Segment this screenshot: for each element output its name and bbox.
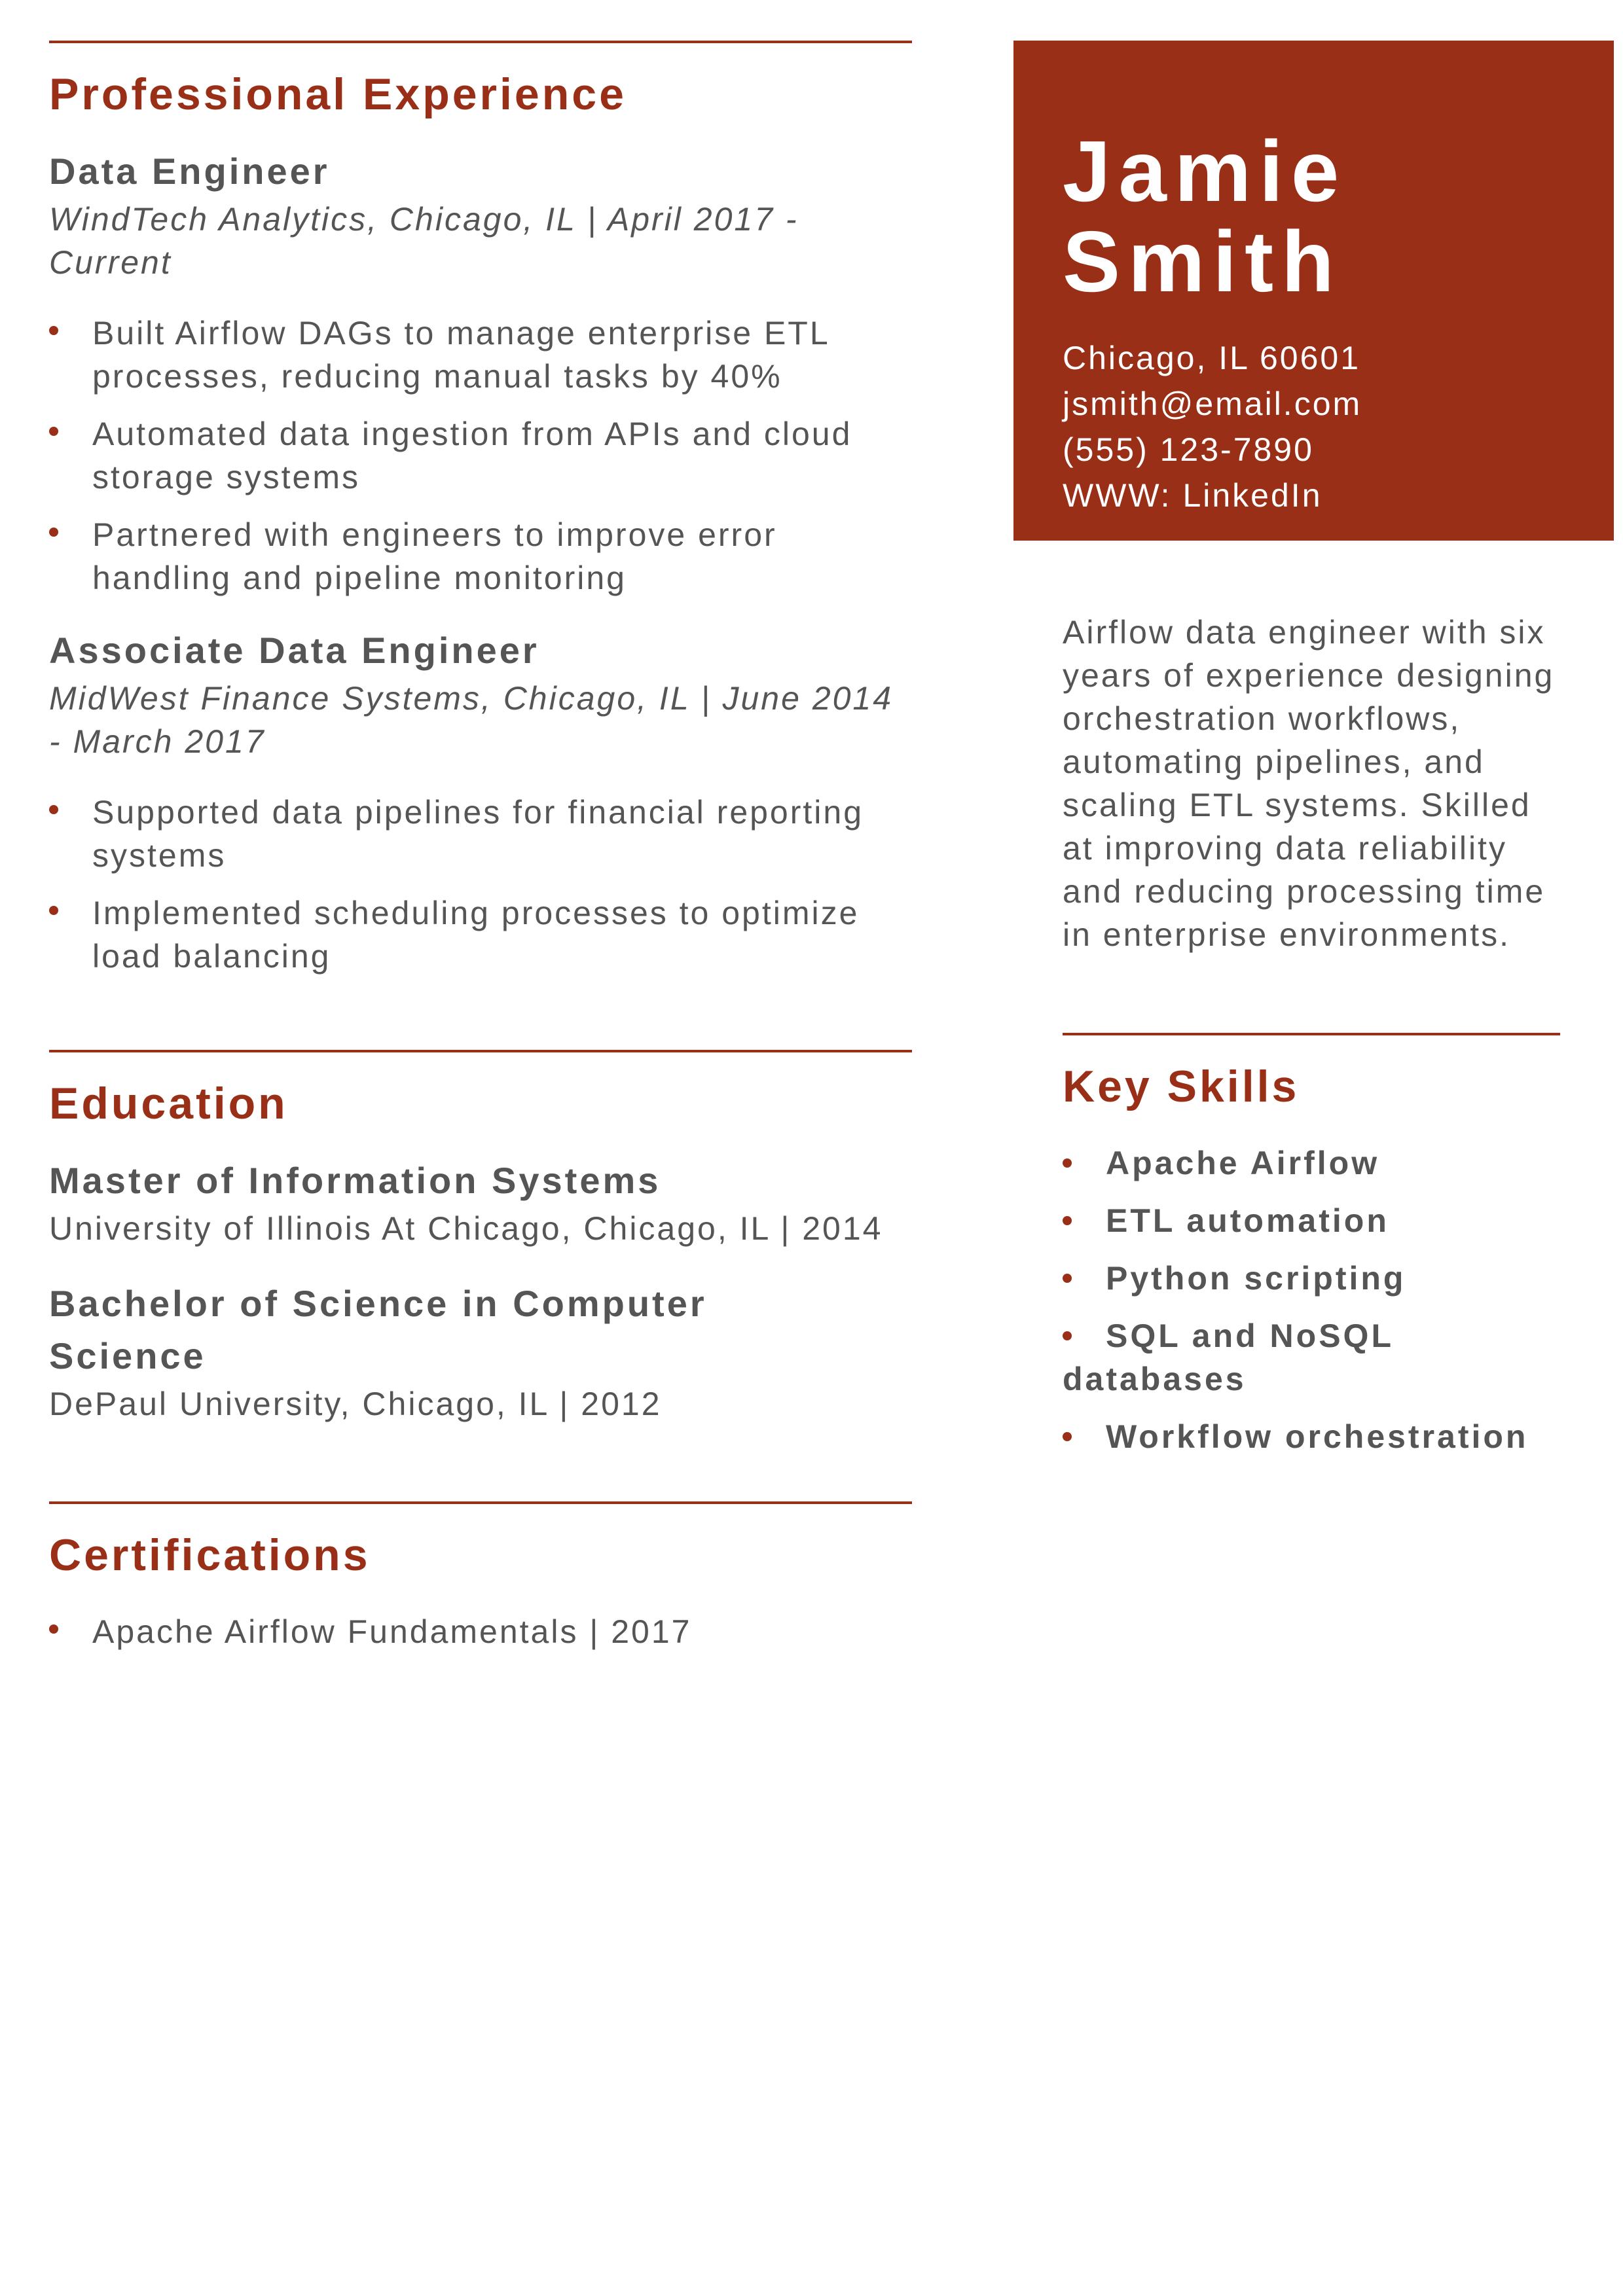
bullet-icon (1063, 1331, 1072, 1340)
bullet-text: handling and pipeline monitoring (92, 560, 627, 596)
section-divider (49, 1050, 912, 1052)
skill-text: Python scripting (1106, 1260, 1406, 1297)
bullet-text: Partnered with engineers to improve error (92, 516, 777, 553)
skill-text: ETL automation (1106, 1202, 1389, 1239)
bullet-icon (1063, 1158, 1072, 1168)
section-divider (49, 1501, 912, 1504)
list-item (1063, 1199, 1560, 1242)
bullet-icon (49, 427, 58, 436)
section-divider (49, 41, 912, 43)
certification-text: Apache Airflow Fundamentals | 2017 (92, 1613, 692, 1650)
bullet-text: Automated data ingestion from APIs and cloud (92, 416, 852, 452)
experience-section (49, 41, 912, 978)
bullet-text: storage systems (92, 459, 361, 495)
certification-list (49, 1610, 912, 1653)
job-entry (49, 145, 912, 600)
bullet-text: processes, reducing manual tasks by 40% (92, 358, 782, 395)
bullet-icon (1063, 1432, 1072, 1441)
email: jsmith@email.com (1063, 386, 1362, 422)
bullet-icon (49, 1624, 58, 1634)
address: Chicago, IL 60601 (1063, 340, 1361, 376)
skill-text: databases (1063, 1361, 1247, 1397)
list-item (49, 412, 912, 499)
skill-text: Apache Airflow (1106, 1145, 1380, 1181)
section-divider (1063, 1033, 1560, 1035)
degree-entry (49, 1278, 912, 1426)
list-item (1063, 1415, 1560, 1458)
list-item (1063, 1257, 1560, 1300)
list-item (49, 1610, 912, 1653)
degree-detail: University of Illinois At Chicago, Chicago, IL | 2014 (49, 1210, 883, 1247)
professional-summary (1063, 611, 1573, 956)
certifications-heading: Certifications (49, 1530, 371, 1580)
skills-heading: Key Skills (1063, 1062, 1300, 1111)
website-link: WWW: LinkedIn (1063, 477, 1322, 514)
last-name: Smith (1063, 213, 1342, 310)
summary-line: in enterprise environments. (1063, 916, 1511, 953)
phone: (555) 123-7890 (1063, 431, 1314, 468)
job-entry (49, 624, 912, 978)
job-title: Associate Data Engineer (49, 630, 539, 671)
summary-line: years of experience designing (1063, 657, 1555, 694)
certifications-section (49, 1501, 912, 1653)
skills-section (1063, 1033, 1560, 1458)
bullet-text: Implemented scheduling processes to optimize (92, 895, 860, 931)
summary-line: and reducing processing time (1063, 873, 1546, 910)
bullet-text: Built Airflow DAGs to manage enterprise ETL (92, 315, 830, 351)
bullet-text: Supported data pipelines for financial reporting (92, 794, 864, 831)
summary-line: orchestration workflows, (1063, 700, 1461, 737)
skill-text: SQL and NoSQL (1106, 1318, 1394, 1354)
summary-line: at improving data reliability (1063, 830, 1507, 867)
bullet-icon (49, 805, 58, 814)
summary-line: Airflow data engineer with six (1063, 614, 1546, 651)
bullet-icon (49, 326, 58, 335)
degree-title: Master of Information Systems (49, 1160, 661, 1201)
job-subtitle: - March 2017 (49, 723, 266, 760)
education-section (49, 1050, 912, 1426)
job-subtitle: Current (49, 244, 172, 281)
bullet-text: load balancing (92, 938, 331, 975)
skills-list (1063, 1141, 1560, 1458)
list-item (49, 312, 912, 398)
list-item (49, 513, 912, 600)
skill-text: Workflow orchestration (1106, 1418, 1529, 1455)
summary-line: automating pipelines, and (1063, 744, 1485, 780)
left-column (49, 41, 912, 1653)
bullet-icon (49, 528, 58, 537)
job-title: Data Engineer (49, 151, 330, 192)
degree-title: Bachelor of Science in Computer (49, 1283, 707, 1324)
list-item (49, 891, 912, 978)
education-heading: Education (49, 1079, 288, 1128)
job-subtitle: WindTech Analytics, Chicago, IL | April 2017 - (49, 201, 799, 238)
experience-heading: Professional Experience (49, 69, 627, 119)
list-item (1063, 1141, 1560, 1185)
first-name: Jamie (1063, 123, 1347, 219)
list-item (1063, 1314, 1560, 1401)
job-bullets (49, 791, 912, 978)
bullet-icon (1063, 1216, 1072, 1225)
degree-detail: DePaul University, Chicago, IL | 2012 (49, 1386, 662, 1422)
list-item (49, 791, 912, 877)
degree-entry (49, 1155, 912, 1250)
bullet-icon (1063, 1274, 1072, 1283)
job-subtitle: MidWest Finance Systems, Chicago, IL | June 2014 (49, 680, 894, 717)
job-bullets (49, 312, 912, 600)
header-box (1013, 41, 1614, 541)
degree-title: Science (49, 1335, 206, 1376)
bullet-icon (49, 906, 58, 915)
bullet-text: systems (92, 837, 227, 874)
summary-line: scaling ETL systems. Skilled (1063, 787, 1531, 823)
